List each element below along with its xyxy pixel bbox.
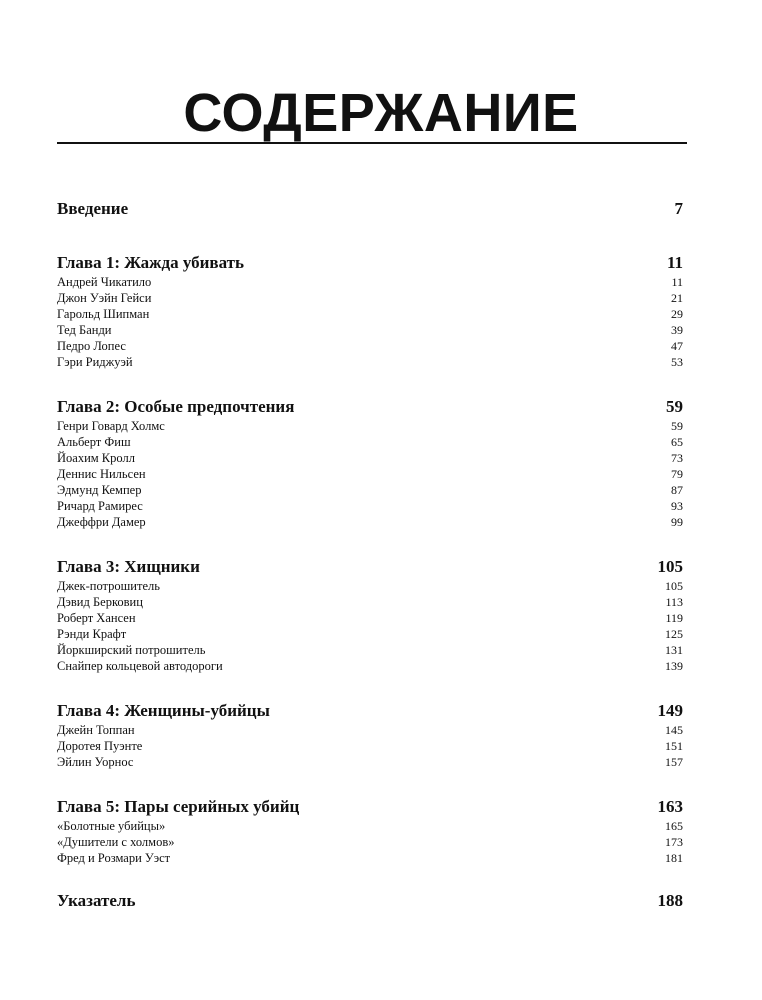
item-label: Роберт Хансен xyxy=(57,611,136,625)
item-page: 139 xyxy=(665,659,683,673)
item-label: Ричард Рамирес xyxy=(57,499,143,513)
chapter-title: Глава 4: Женщины-убийцы xyxy=(57,701,270,720)
toc-item[interactable] xyxy=(57,578,683,594)
toc-item[interactable] xyxy=(57,514,683,530)
toc-item[interactable] xyxy=(57,466,683,482)
toc-item[interactable] xyxy=(57,834,683,850)
item-label: Дэвид Берковиц xyxy=(57,595,143,609)
item-label: Андрей Чикатило xyxy=(57,275,152,289)
item-page: 173 xyxy=(665,835,683,849)
toc-item[interactable] xyxy=(57,738,683,754)
toc-entry-intro[interactable] xyxy=(57,198,683,220)
title-divider xyxy=(57,142,687,144)
toc-item[interactable] xyxy=(57,498,683,514)
item-label: Джон Уэйн Гейси xyxy=(57,291,152,305)
item-label: Тед Банди xyxy=(57,323,112,337)
item-label: Гарольд Шипман xyxy=(57,307,150,321)
item-page: 29 xyxy=(671,307,683,321)
toc-item[interactable] xyxy=(57,594,683,610)
item-label: Джек-потрошитель xyxy=(57,579,160,593)
item-label: Доротея Пуэнте xyxy=(57,739,143,753)
item-label: «Душители с холмов» xyxy=(57,835,175,849)
toc-item[interactable] xyxy=(57,754,683,770)
item-label: Эдмунд Кемпер xyxy=(57,483,142,497)
item-page: 131 xyxy=(665,643,683,657)
toc-item[interactable] xyxy=(57,626,683,642)
toc-item[interactable] xyxy=(57,658,683,674)
item-page: 151 xyxy=(665,739,683,753)
page-title: СОДЕРЖАНИЕ xyxy=(183,83,579,143)
chapter-heading[interactable] xyxy=(57,700,683,722)
chapter-page: 163 xyxy=(657,797,683,816)
item-page: 119 xyxy=(665,611,683,625)
item-page: 79 xyxy=(671,467,683,481)
toc-item[interactable] xyxy=(57,354,683,370)
toc-item[interactable] xyxy=(57,418,683,434)
chapter-title: Глава 1: Жажда убивать xyxy=(57,253,244,272)
toc-item[interactable] xyxy=(57,450,683,466)
chapter-heading[interactable] xyxy=(57,396,683,418)
chapter-title: Глава 3: Хищники xyxy=(57,557,200,576)
item-label: Йоахим Кролл xyxy=(57,451,135,465)
item-page: 11 xyxy=(671,275,683,289)
entry-page: 7 xyxy=(674,199,683,218)
toc-item[interactable] xyxy=(57,642,683,658)
toc-item[interactable] xyxy=(57,434,683,450)
item-page: 65 xyxy=(671,435,683,449)
item-label: Снайпер кольцевой автодороги xyxy=(57,659,223,673)
toc-item[interactable] xyxy=(57,322,683,338)
item-page: 47 xyxy=(671,339,683,353)
toc-item[interactable] xyxy=(57,306,683,322)
toc-entry-index[interactable] xyxy=(57,890,683,912)
item-page: 21 xyxy=(671,291,683,305)
toc-item[interactable] xyxy=(57,482,683,498)
table-of-contents xyxy=(57,198,683,912)
entry-page: 188 xyxy=(657,891,683,910)
chapter-heading[interactable] xyxy=(57,796,683,818)
item-page: 105 xyxy=(665,579,683,593)
item-page: 113 xyxy=(665,595,683,609)
item-label: Фред и Розмари Уэст xyxy=(57,851,171,865)
chapter-page: 59 xyxy=(666,397,683,416)
item-label: Йоркширский потрошитель xyxy=(57,643,206,657)
chapter-page: 11 xyxy=(666,253,683,272)
toc-item[interactable] xyxy=(57,274,683,290)
item-page: 87 xyxy=(671,483,683,497)
item-label: Рэнди Крафт xyxy=(57,627,127,641)
item-page: 53 xyxy=(671,355,683,369)
item-page: 145 xyxy=(665,723,683,737)
toc-item[interactable] xyxy=(57,722,683,738)
toc-item[interactable] xyxy=(57,818,683,834)
item-label: Деннис Нильсен xyxy=(57,467,146,481)
item-page: 99 xyxy=(671,515,683,529)
chapter-title: Глава 5: Пары серийных убийц xyxy=(57,797,300,816)
entry-label: Указатель xyxy=(57,891,136,910)
chapter-heading[interactable] xyxy=(57,252,683,274)
chapter-page: 105 xyxy=(657,557,683,576)
chapter-heading[interactable] xyxy=(57,556,683,578)
item-page: 165 xyxy=(665,819,683,833)
item-label: Гэри Риджуэй xyxy=(57,355,133,369)
entry-label: Введение xyxy=(57,199,129,218)
toc-item[interactable] xyxy=(57,610,683,626)
item-label: Педро Лопес xyxy=(57,339,126,353)
item-page: 157 xyxy=(665,755,683,769)
item-page: 59 xyxy=(671,419,683,433)
item-page: 93 xyxy=(671,499,683,513)
item-page: 125 xyxy=(665,627,683,641)
toc-item[interactable] xyxy=(57,290,683,306)
item-page: 73 xyxy=(671,451,683,465)
toc-item[interactable] xyxy=(57,338,683,354)
item-label: Эйлин Уорнос xyxy=(57,755,134,769)
chapter-title: Глава 2: Особые предпочтения xyxy=(57,397,295,416)
item-label: «Болотные убийцы» xyxy=(57,819,166,833)
item-label: Альберт Фиш xyxy=(57,435,131,449)
item-page: 181 xyxy=(665,851,683,865)
item-label: Джейн Топпан xyxy=(57,723,135,737)
item-page: 39 xyxy=(671,323,683,337)
toc-item[interactable] xyxy=(57,850,683,866)
item-label: Джеффри Дамер xyxy=(57,515,146,529)
item-label: Генри Говард Холмс xyxy=(57,419,165,433)
chapter-page: 149 xyxy=(657,701,683,720)
